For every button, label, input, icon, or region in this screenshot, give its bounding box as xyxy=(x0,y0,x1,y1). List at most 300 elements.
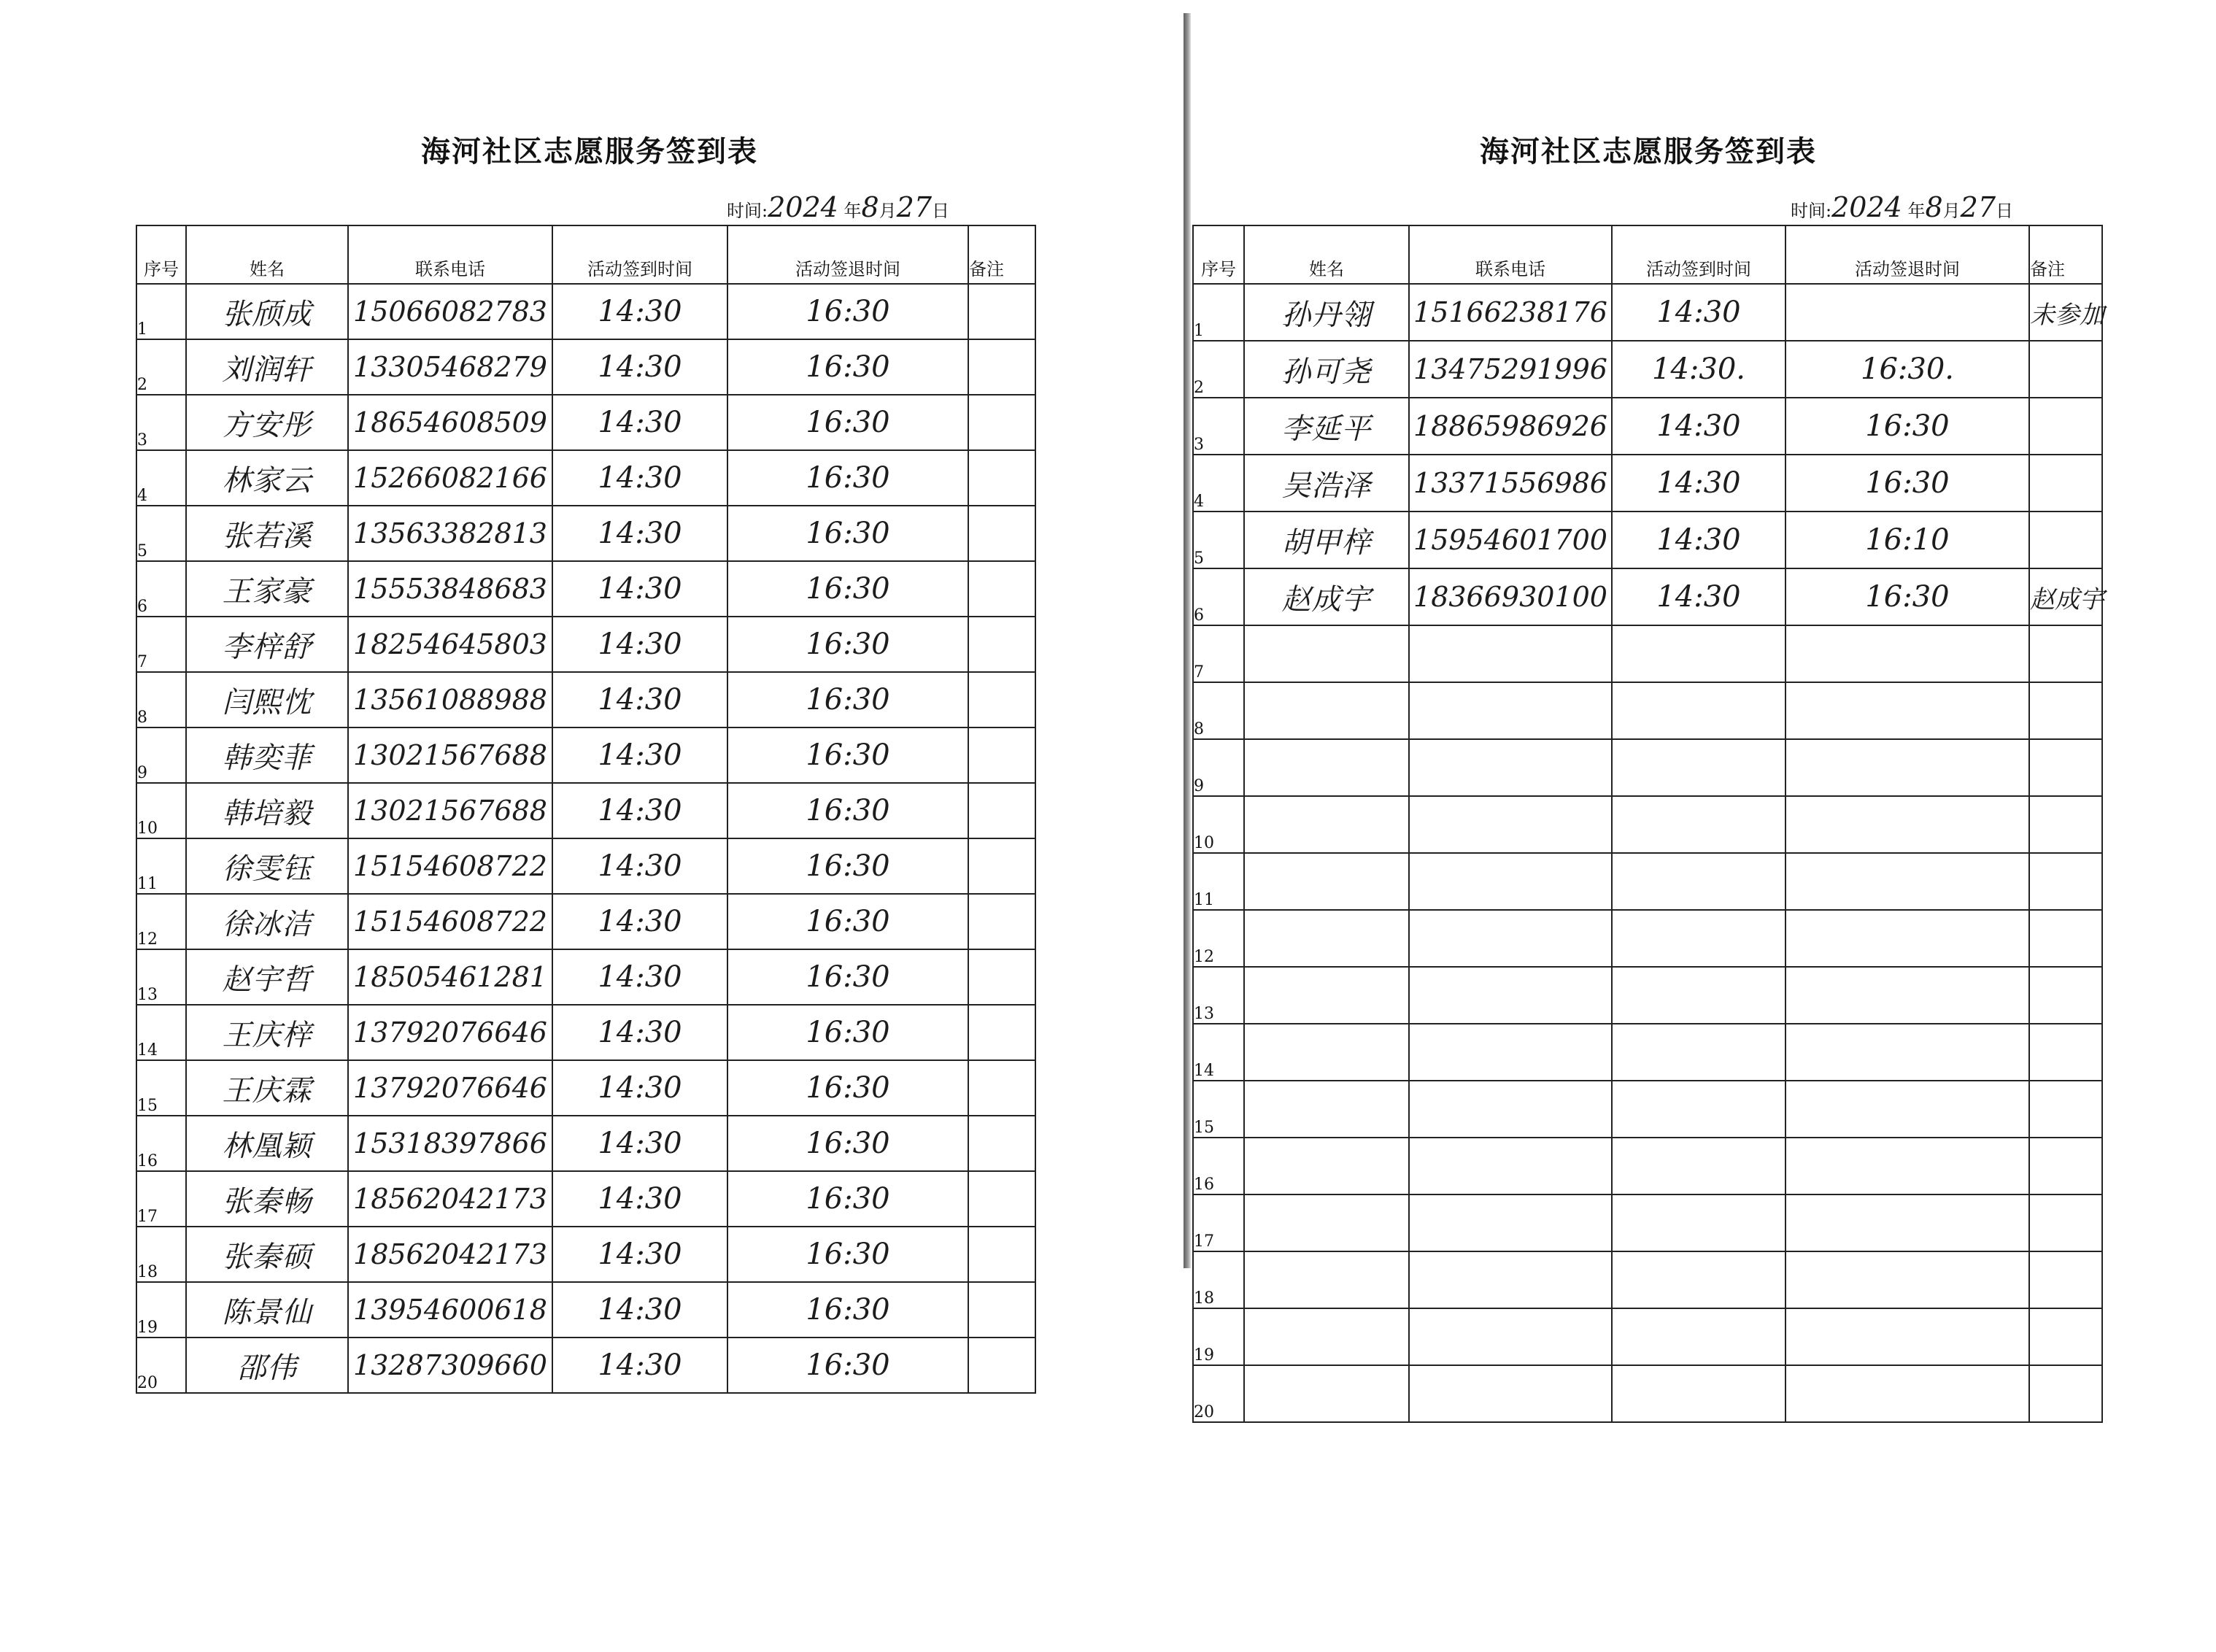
check-out-time: 16:30 xyxy=(727,506,968,561)
remark xyxy=(968,561,1035,617)
check-out-time xyxy=(1785,967,2029,1024)
remark xyxy=(968,1227,1035,1282)
row-number: 20 xyxy=(136,1338,186,1393)
volunteer-phone: 18562042173 xyxy=(348,1171,552,1227)
check-out-time: 16:30 xyxy=(727,949,968,1005)
check-in-time: 14:30 xyxy=(552,1227,727,1282)
check-out-time xyxy=(1785,625,2029,682)
table-row xyxy=(1193,910,2102,967)
check-out-time xyxy=(1785,1138,2029,1194)
volunteer-phone xyxy=(1409,1024,1612,1081)
table-row xyxy=(1193,796,2102,853)
volunteer-name: 胡甲梓 xyxy=(1244,512,1409,568)
volunteer-phone xyxy=(1409,625,1612,682)
table-row xyxy=(136,284,1035,339)
row-number: 9 xyxy=(1193,739,1244,796)
page-edge-shadow xyxy=(1184,13,1191,1268)
check-out-time: 16:30 xyxy=(727,838,968,894)
volunteer-name xyxy=(1244,1365,1409,1422)
date-label: 时间: xyxy=(727,201,768,221)
volunteer-name: 王庆梓 xyxy=(186,1005,348,1060)
row-number: 2 xyxy=(1193,341,1244,398)
row-number: 9 xyxy=(136,727,186,783)
check-in-time: 14:30 xyxy=(552,339,727,395)
row-number: 3 xyxy=(136,395,186,450)
check-in-time: 14:30 xyxy=(552,561,727,617)
header-number: 序号 xyxy=(136,225,186,284)
check-out-time: 16:30 xyxy=(727,617,968,672)
table-row xyxy=(1193,284,2102,341)
check-in-time xyxy=(1612,625,1785,682)
remark xyxy=(2029,910,2102,967)
row-number: 7 xyxy=(136,617,186,672)
remark xyxy=(2029,1081,2102,1138)
check-out-time xyxy=(1785,1251,2029,1308)
table-row xyxy=(136,617,1035,672)
check-out-time xyxy=(1785,1194,2029,1251)
check-in-time: 14:30 xyxy=(552,1171,727,1227)
volunteer-name xyxy=(1244,1024,1409,1081)
check-in-time: 14:30 xyxy=(552,1116,727,1171)
row-number: 17 xyxy=(136,1171,186,1227)
date-month: 8 xyxy=(1925,191,1943,223)
check-out-time: 16:30 xyxy=(727,1227,968,1282)
table-row xyxy=(136,1338,1035,1393)
row-number: 19 xyxy=(136,1282,186,1338)
table-row xyxy=(1193,1138,2102,1194)
row-number: 8 xyxy=(136,672,186,727)
check-in-time: 14:30 xyxy=(552,838,727,894)
volunteer-phone: 18562042173 xyxy=(348,1227,552,1282)
sheet-title: 海河社区志愿服务签到表 xyxy=(1480,134,1817,169)
remark xyxy=(2029,625,2102,682)
volunteer-phone: 15154608722 xyxy=(348,838,552,894)
volunteer-phone: 15166238176 xyxy=(1409,284,1612,341)
volunteer-phone: 18865986926 xyxy=(1409,398,1612,455)
volunteer-name: 韩奕菲 xyxy=(186,727,348,783)
sheet-title: 海河社区志愿服务签到表 xyxy=(421,134,758,169)
check-out-time: 16:30 xyxy=(1785,398,2029,455)
check-out-time xyxy=(1785,1024,2029,1081)
volunteer-phone: 13561088988 xyxy=(348,672,552,727)
check-in-time xyxy=(1612,1251,1785,1308)
volunteer-name xyxy=(1244,967,1409,1024)
check-in-time xyxy=(1612,853,1785,910)
check-in-time: 14:30 xyxy=(1612,568,1785,625)
header-phone: 联系电话 xyxy=(1409,225,1612,284)
check-in-time: 14:30 xyxy=(552,284,727,339)
row-number: 15 xyxy=(136,1060,186,1116)
table-row xyxy=(1193,967,2102,1024)
volunteer-name: 孙丹翎 xyxy=(1244,284,1409,341)
row-number: 1 xyxy=(136,284,186,339)
date-day: 27 xyxy=(896,191,932,223)
remark xyxy=(2029,1138,2102,1194)
volunteer-phone: 18505461281 xyxy=(348,949,552,1005)
remark xyxy=(2029,1365,2102,1422)
remark xyxy=(968,783,1035,838)
volunteer-name xyxy=(1244,853,1409,910)
header-name: 姓名 xyxy=(1244,225,1409,284)
remark xyxy=(968,894,1035,949)
table-row xyxy=(1193,1308,2102,1365)
volunteer-name: 林家云 xyxy=(186,450,348,506)
check-out-time: 16:30 xyxy=(727,727,968,783)
volunteer-phone xyxy=(1409,1365,1612,1422)
table-row xyxy=(136,339,1035,395)
check-out-time: 16:30 xyxy=(727,450,968,506)
check-out-time: 16:30 xyxy=(727,894,968,949)
remark xyxy=(2029,341,2102,398)
row-number: 20 xyxy=(1193,1365,1244,1422)
remark xyxy=(968,949,1035,1005)
header-number: 序号 xyxy=(1193,225,1244,284)
header-check-in: 活动签到时间 xyxy=(552,225,727,284)
remark xyxy=(968,339,1035,395)
volunteer-phone: 15318397866 xyxy=(348,1116,552,1171)
volunteer-phone: 13954600618 xyxy=(348,1282,552,1338)
table-row xyxy=(136,838,1035,894)
check-out-time xyxy=(1785,1308,2029,1365)
volunteer-phone xyxy=(1409,739,1612,796)
check-out-time xyxy=(1785,910,2029,967)
check-out-time xyxy=(1785,796,2029,853)
table-row xyxy=(1193,512,2102,568)
table-row xyxy=(1193,1024,2102,1081)
date-year: 2024 xyxy=(1831,191,1902,223)
volunteer-name xyxy=(1244,1251,1409,1308)
volunteer-name xyxy=(1244,1081,1409,1138)
volunteer-phone xyxy=(1409,967,1612,1024)
header-name: 姓名 xyxy=(186,225,348,284)
row-number: 11 xyxy=(1193,853,1244,910)
check-out-time: 16:30 xyxy=(727,1338,968,1393)
check-in-time: 14:30 xyxy=(552,1005,727,1060)
table-header-row xyxy=(1193,225,2102,284)
sign-in-table xyxy=(1192,225,2103,1423)
table-row xyxy=(136,1282,1035,1338)
check-in-time: 14:30 xyxy=(552,395,727,450)
remark xyxy=(968,672,1035,727)
check-in-time xyxy=(1612,1024,1785,1081)
remark xyxy=(968,506,1035,561)
remark xyxy=(2029,1308,2102,1365)
row-number: 4 xyxy=(136,450,186,506)
check-in-time: 14:30 xyxy=(552,783,727,838)
table-row xyxy=(1193,682,2102,739)
volunteer-phone: 13792076646 xyxy=(348,1060,552,1116)
check-out-time xyxy=(1785,284,2029,341)
check-in-time xyxy=(1612,910,1785,967)
check-in-time xyxy=(1612,682,1785,739)
row-number: 14 xyxy=(1193,1024,1244,1081)
remark xyxy=(2029,1194,2102,1251)
check-out-time: 16:30 xyxy=(727,1171,968,1227)
check-out-time xyxy=(1785,739,2029,796)
table-header-row xyxy=(136,225,1035,284)
table-row xyxy=(1193,398,2102,455)
remark xyxy=(968,1338,1035,1393)
table-row xyxy=(1193,625,2102,682)
check-in-time: 14:30 xyxy=(552,894,727,949)
remark xyxy=(968,450,1035,506)
row-number: 18 xyxy=(1193,1251,1244,1308)
volunteer-phone: 13563382813 xyxy=(348,506,552,561)
volunteer-name: 李梓舒 xyxy=(186,617,348,672)
check-out-time: 16:30. xyxy=(1785,341,2029,398)
remark xyxy=(2029,796,2102,853)
check-in-time: 14:30 xyxy=(1612,512,1785,568)
table-row xyxy=(1193,568,2102,625)
row-number: 6 xyxy=(1193,568,1244,625)
row-number: 5 xyxy=(136,506,186,561)
check-in-time xyxy=(1612,1081,1785,1138)
check-out-time: 16:30 xyxy=(727,672,968,727)
volunteer-name: 林凰颖 xyxy=(186,1116,348,1171)
check-out-time xyxy=(1785,1081,2029,1138)
volunteer-name xyxy=(1244,910,1409,967)
volunteer-phone xyxy=(1409,1308,1612,1365)
check-out-time: 16:10 xyxy=(1785,512,2029,568)
volunteer-name xyxy=(1244,1138,1409,1194)
row-number: 19 xyxy=(1193,1308,1244,1365)
row-number: 12 xyxy=(136,894,186,949)
check-out-time: 16:30 xyxy=(727,339,968,395)
table-row xyxy=(136,1116,1035,1171)
volunteer-phone: 13021567688 xyxy=(348,727,552,783)
table-row xyxy=(136,949,1035,1005)
table-row xyxy=(136,894,1035,949)
remark: 未参加 xyxy=(2029,284,2102,341)
date-year-unit: 年 xyxy=(843,201,862,221)
check-in-time xyxy=(1612,1138,1785,1194)
check-in-time: 14:30 xyxy=(552,450,727,506)
volunteer-phone: 13305468279 xyxy=(348,339,552,395)
remark xyxy=(968,617,1035,672)
check-out-time: 16:30 xyxy=(727,1005,968,1060)
table-row xyxy=(136,1005,1035,1060)
table-row xyxy=(136,561,1035,617)
volunteer-name: 赵宇哲 xyxy=(186,949,348,1005)
header-phone: 联系电话 xyxy=(348,225,552,284)
remark xyxy=(2029,967,2102,1024)
volunteer-phone xyxy=(1409,910,1612,967)
row-number: 2 xyxy=(136,339,186,395)
remark xyxy=(968,838,1035,894)
table-row xyxy=(1193,341,2102,398)
volunteer-name xyxy=(1244,625,1409,682)
date-month-unit: 月 xyxy=(879,201,897,221)
volunteer-name: 刘润轩 xyxy=(186,339,348,395)
date-year-unit: 年 xyxy=(1907,201,1926,221)
check-out-time: 16:30 xyxy=(727,783,968,838)
remark xyxy=(968,284,1035,339)
volunteer-phone: 13475291996 xyxy=(1409,341,1612,398)
check-in-time xyxy=(1612,1365,1785,1422)
date-month: 8 xyxy=(861,191,879,223)
check-in-time: 14:30 xyxy=(552,1338,727,1393)
row-number: 17 xyxy=(1193,1194,1244,1251)
volunteer-name xyxy=(1244,739,1409,796)
volunteer-phone: 15154608722 xyxy=(348,894,552,949)
row-number: 3 xyxy=(1193,398,1244,455)
volunteer-name: 张秦硕 xyxy=(186,1227,348,1282)
volunteer-name: 孙可尧 xyxy=(1244,341,1409,398)
volunteer-phone: 18366930100 xyxy=(1409,568,1612,625)
check-in-time xyxy=(1612,796,1785,853)
volunteer-name: 王家豪 xyxy=(186,561,348,617)
volunteer-name: 邵伟 xyxy=(186,1338,348,1393)
volunteer-phone xyxy=(1409,682,1612,739)
check-in-time: 14:30 xyxy=(1612,398,1785,455)
check-out-time: 16:30 xyxy=(727,1060,968,1116)
volunteer-phone: 15066082783 xyxy=(348,284,552,339)
row-number: 16 xyxy=(1193,1138,1244,1194)
date-day-unit: 日 xyxy=(1996,201,2013,221)
table-row xyxy=(1193,853,2102,910)
row-number: 18 xyxy=(136,1227,186,1282)
volunteer-phone: 18654608509 xyxy=(348,395,552,450)
row-number: 13 xyxy=(136,949,186,1005)
check-out-time xyxy=(1785,682,2029,739)
volunteer-name: 陈景仙 xyxy=(186,1282,348,1338)
table-row xyxy=(136,1227,1035,1282)
remark: 赵成宇 xyxy=(2029,568,2102,625)
remark xyxy=(968,1282,1035,1338)
check-in-time xyxy=(1612,1308,1785,1365)
volunteer-name: 韩培毅 xyxy=(186,783,348,838)
date-month-unit: 月 xyxy=(1942,201,1961,221)
header-remark: 备注 xyxy=(2029,225,2102,284)
remark xyxy=(968,1171,1035,1227)
table-row xyxy=(1193,1365,2102,1422)
remark xyxy=(2029,739,2102,796)
check-in-time: 14:30 xyxy=(1612,284,1785,341)
row-number: 6 xyxy=(136,561,186,617)
check-out-time xyxy=(1785,1365,2029,1422)
sheet-date xyxy=(727,191,949,223)
check-in-time: 14:30 xyxy=(552,506,727,561)
row-number: 11 xyxy=(136,838,186,894)
remark xyxy=(968,727,1035,783)
table-row xyxy=(1193,1194,2102,1251)
row-number: 5 xyxy=(1193,512,1244,568)
remark xyxy=(2029,455,2102,512)
table-row xyxy=(136,1060,1035,1116)
remark xyxy=(2029,512,2102,568)
table-row xyxy=(136,783,1035,838)
row-number: 1 xyxy=(1193,284,1244,341)
volunteer-name: 方安彤 xyxy=(186,395,348,450)
check-in-time: 14:30 xyxy=(552,949,727,1005)
volunteer-phone xyxy=(1409,1081,1612,1138)
header-remark: 备注 xyxy=(968,225,1035,284)
check-in-time: 14:30 xyxy=(1612,455,1785,512)
volunteer-name: 张秦畅 xyxy=(186,1171,348,1227)
row-number: 7 xyxy=(1193,625,1244,682)
table-row xyxy=(136,395,1035,450)
check-out-time: 16:30 xyxy=(1785,455,2029,512)
remark xyxy=(968,395,1035,450)
check-in-time: 14:30 xyxy=(552,617,727,672)
volunteer-phone xyxy=(1409,1194,1612,1251)
remark xyxy=(2029,682,2102,739)
date-label: 时间: xyxy=(1791,201,1832,221)
remark xyxy=(2029,853,2102,910)
check-in-time xyxy=(1612,1194,1785,1251)
volunteer-name: 闫熙忱 xyxy=(186,672,348,727)
volunteer-name: 徐冰洁 xyxy=(186,894,348,949)
remark xyxy=(2029,398,2102,455)
volunteer-phone: 15553848683 xyxy=(348,561,552,617)
volunteer-name xyxy=(1244,1308,1409,1365)
header-check-out: 活动签退时间 xyxy=(727,225,968,284)
table-row xyxy=(1193,739,2102,796)
check-out-time: 16:30 xyxy=(727,1282,968,1338)
volunteer-name: 张若溪 xyxy=(186,506,348,561)
check-in-time: 14:30 xyxy=(552,1060,727,1116)
volunteer-phone: 18254645803 xyxy=(348,617,552,672)
table-row xyxy=(136,1171,1035,1227)
remark xyxy=(968,1116,1035,1171)
volunteer-name: 吴浩泽 xyxy=(1244,455,1409,512)
row-number: 10 xyxy=(1193,796,1244,853)
remark xyxy=(968,1060,1035,1116)
table-row xyxy=(136,450,1035,506)
row-number: 14 xyxy=(136,1005,186,1060)
check-out-time: 16:30 xyxy=(1785,568,2029,625)
date-year: 2024 xyxy=(768,191,838,223)
table-row xyxy=(1193,1081,2102,1138)
date-day-unit: 日 xyxy=(932,201,949,221)
row-number: 12 xyxy=(1193,910,1244,967)
header-check-out: 活动签退时间 xyxy=(1785,225,2029,284)
row-number: 10 xyxy=(136,783,186,838)
date-day: 27 xyxy=(1960,191,1996,223)
check-in-time xyxy=(1612,967,1785,1024)
volunteer-phone: 13371556986 xyxy=(1409,455,1612,512)
remark xyxy=(2029,1024,2102,1081)
row-number: 16 xyxy=(136,1116,186,1171)
volunteer-name: 徐雯钰 xyxy=(186,838,348,894)
header-check-in: 活动签到时间 xyxy=(1612,225,1785,284)
volunteer-phone xyxy=(1409,1138,1612,1194)
check-out-time: 16:30 xyxy=(727,395,968,450)
check-out-time: 16:30 xyxy=(727,284,968,339)
row-number: 15 xyxy=(1193,1081,1244,1138)
table-row xyxy=(136,727,1035,783)
check-in-time: 14:30 xyxy=(552,1282,727,1338)
row-number: 4 xyxy=(1193,455,1244,512)
volunteer-name xyxy=(1244,1194,1409,1251)
volunteer-phone xyxy=(1409,1251,1612,1308)
sign-in-table xyxy=(136,225,1036,1394)
volunteer-phone: 13287309660 xyxy=(348,1338,552,1393)
volunteer-phone xyxy=(1409,853,1612,910)
volunteer-phone xyxy=(1409,796,1612,853)
check-in-time: 14:30. xyxy=(1612,341,1785,398)
row-number: 13 xyxy=(1193,967,1244,1024)
check-in-time: 14:30 xyxy=(552,672,727,727)
table-row xyxy=(136,506,1035,561)
check-in-time xyxy=(1612,739,1785,796)
check-in-time: 14:30 xyxy=(552,727,727,783)
volunteer-name: 张颀成 xyxy=(186,284,348,339)
table-row xyxy=(136,672,1035,727)
volunteer-name: 李延平 xyxy=(1244,398,1409,455)
table-row xyxy=(1193,455,2102,512)
volunteer-name: 赵成宇 xyxy=(1244,568,1409,625)
